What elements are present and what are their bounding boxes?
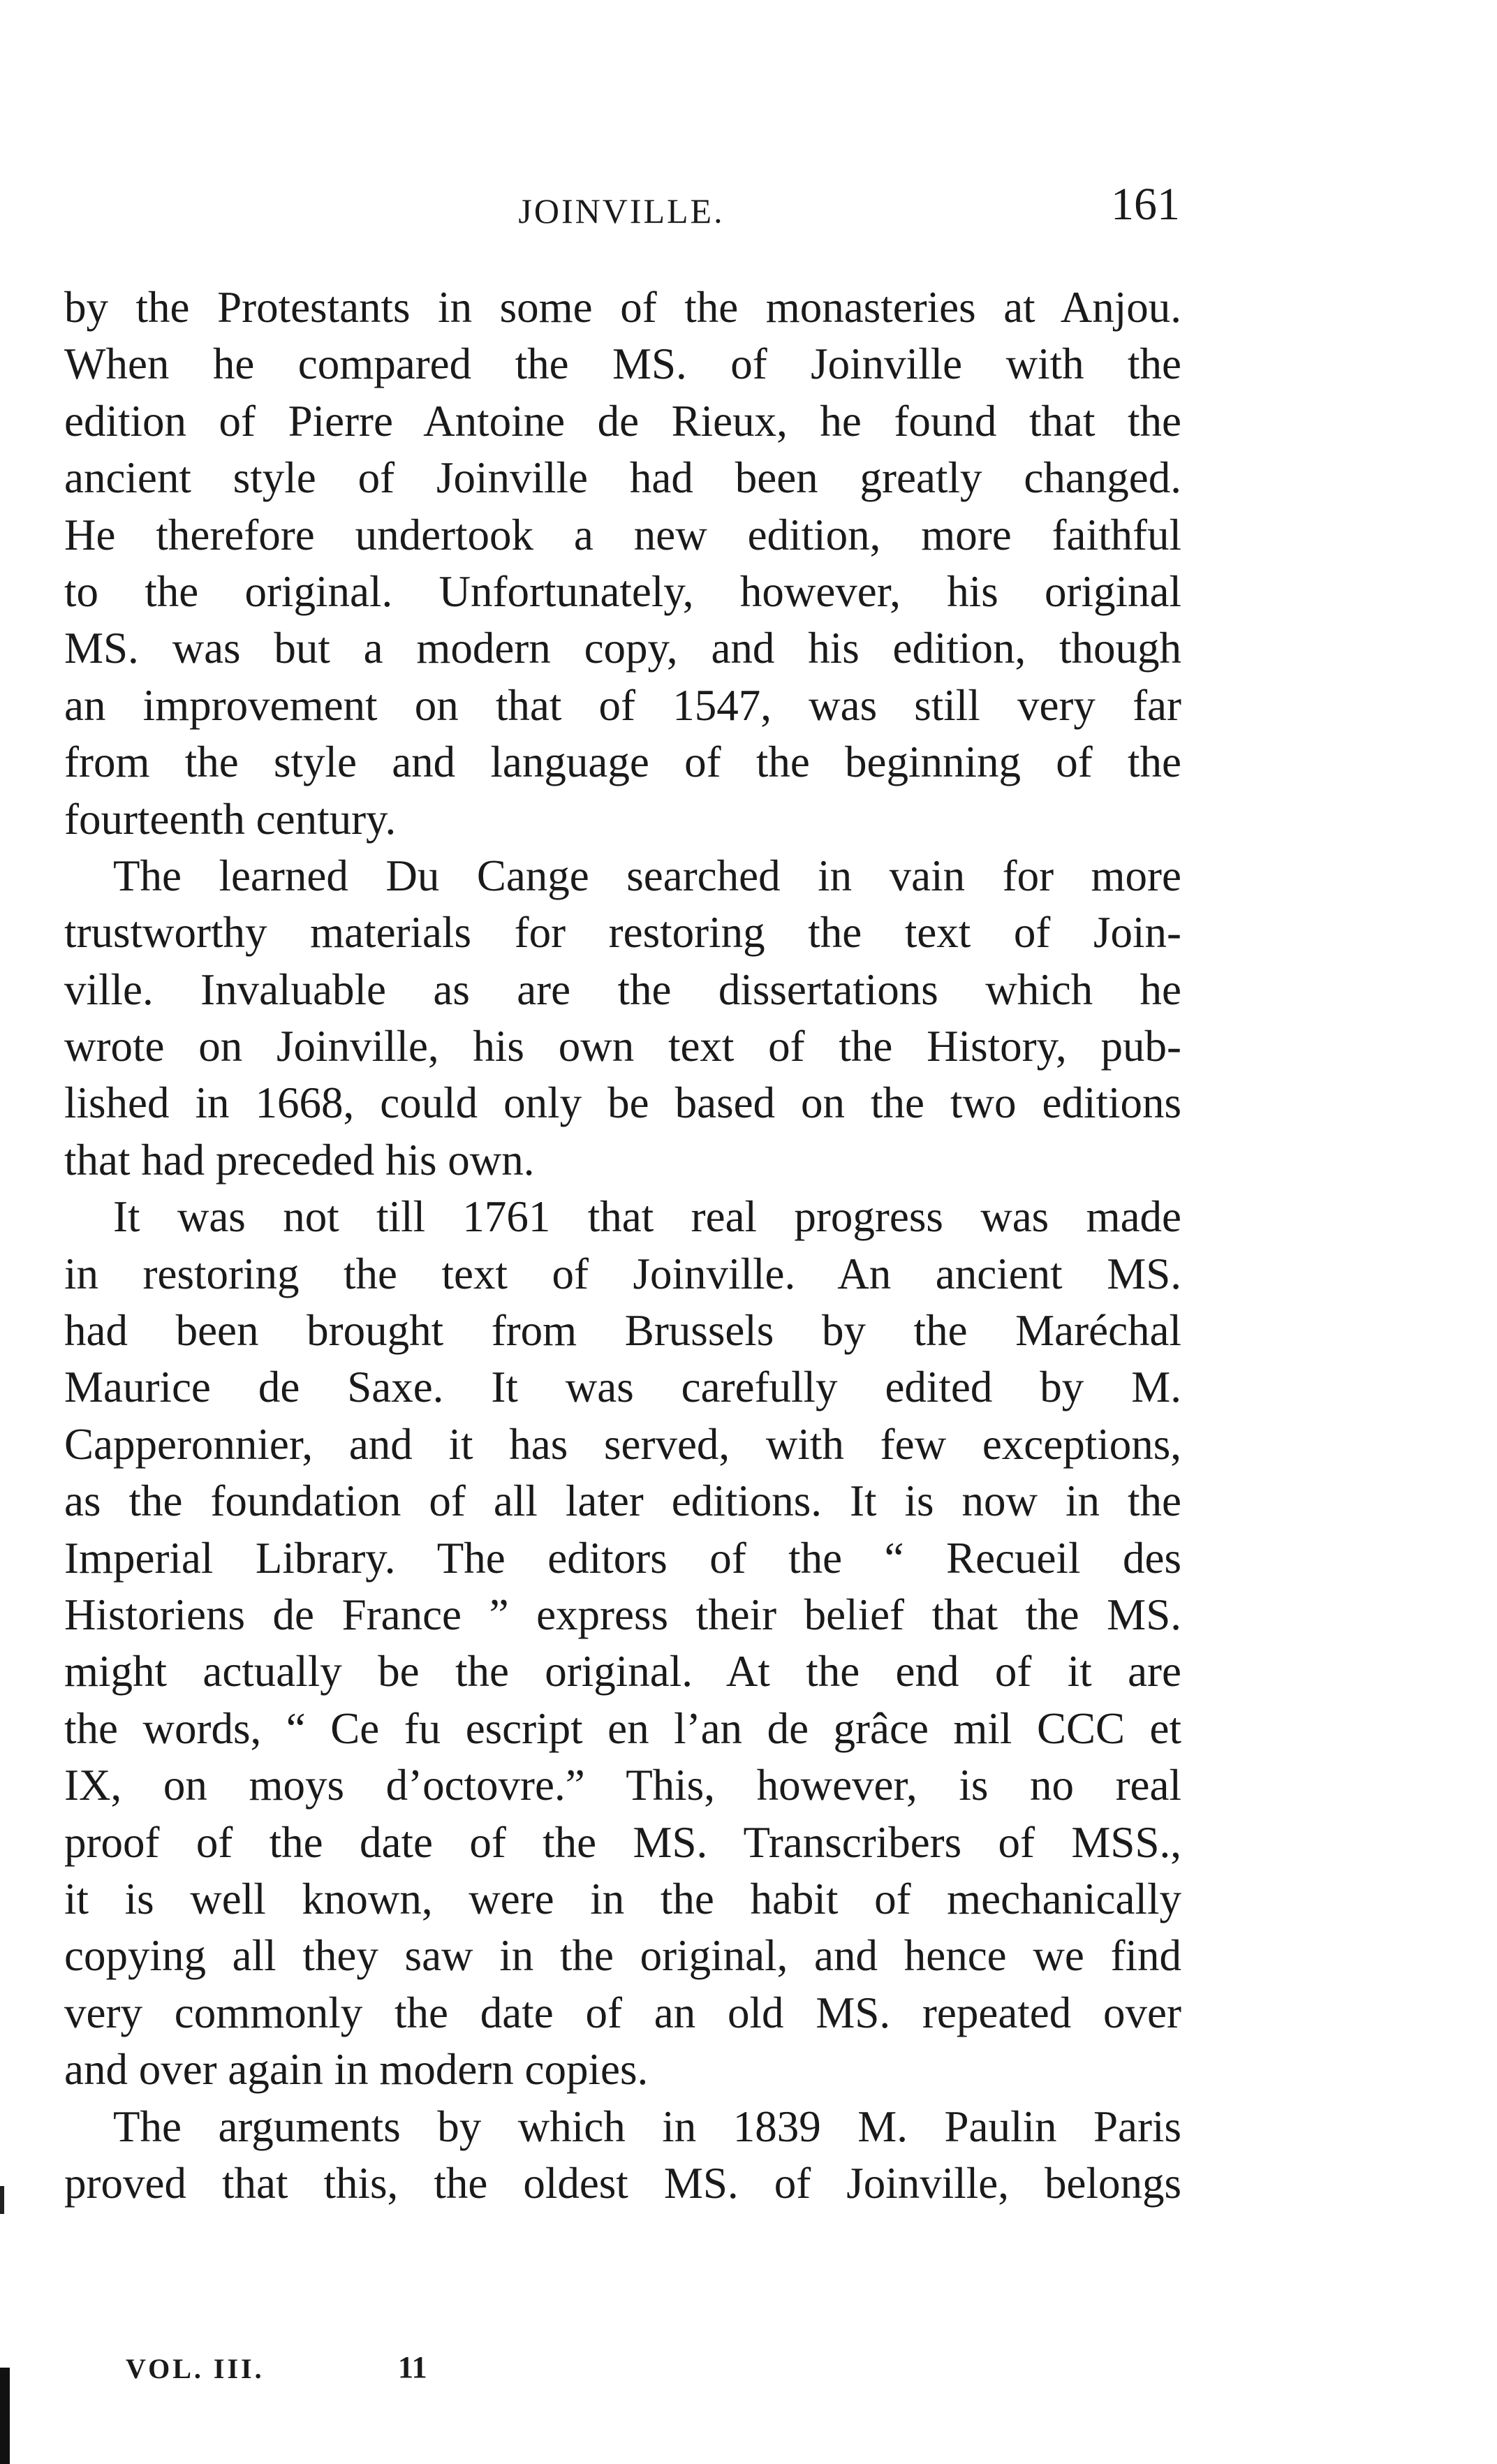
paragraph-4 — [64, 2099, 1181, 2213]
text-line: wrote on Joinville, his own text of the History, pub- — [64, 1022, 1181, 1071]
text-line: an improvement on that of 1547, was still very far — [64, 680, 1181, 730]
page-footer — [105, 2352, 524, 2394]
paragraph-3 — [64, 1189, 1181, 2098]
text-line: edition of Pierre Antoine de Rieux, he found that the — [64, 396, 1181, 446]
text-line: the words, “ Ce fu escript en l’an de grâce mil CCC et — [64, 1703, 1181, 1753]
body-text — [64, 279, 1181, 2212]
text-line: it is well known, were in the habit of mechanically — [64, 1874, 1181, 1923]
text-line: IX, on moys d’octovre.” This, however, is no real — [64, 1761, 1181, 1810]
running-title: JOINVILLE. — [518, 191, 725, 230]
paragraph-2 — [64, 848, 1181, 1189]
text-line: The learned Du Cange searched in vain for more — [113, 851, 1181, 900]
text-line: had been brought from Brussels by the Maréchal — [64, 1306, 1181, 1356]
text-line: that had preceded his own. — [64, 1135, 535, 1185]
binding-edge-mark — [0, 2368, 10, 2464]
text-line: as the foundation of all later editions. It is now in the — [64, 1476, 1181, 1526]
running-head — [63, 178, 1180, 241]
text-line: He therefore undertook a new edition, more faithful — [64, 510, 1181, 559]
text-line: Capperonnier, and it has served, with few exceptions, — [64, 1419, 1181, 1469]
text-line: very commonly the date of an old MS. repeated over — [64, 1988, 1181, 2037]
text-line: might actually be the original. At the end of it are — [64, 1647, 1181, 1696]
text-line: MS. was but a modern copy, and his edition, though — [64, 624, 1181, 673]
text-line: copying all they saw in the original, and hence we find — [64, 1931, 1181, 1981]
scan-edge-mark — [0, 2186, 4, 2214]
text-line: When he compared the MS. of Joinville with the — [64, 339, 1181, 389]
text-line: Imperial Library. The editors of the “ Recueil des — [64, 1533, 1181, 1583]
text-line: fourteenth century. — [64, 794, 397, 844]
text-line: proof of the date of the MS. Transcribers of MSS., — [64, 1817, 1181, 1867]
text-line: from the style and language of the beginning of the — [64, 738, 1181, 787]
text-line: trustworthy materials for restoring the text of Join- — [64, 908, 1181, 958]
text-line: Maurice de Saxe. It was carefully edited by M. — [64, 1363, 1181, 1412]
text-line: Historiens de France ” express their belief that the MS. — [64, 1590, 1181, 1639]
volume-signature: VOL. III. — [126, 2353, 265, 2384]
text-line: lished in 1668, could only be based on the two editions — [64, 1078, 1181, 1128]
text-line: to the original. Unfortunately, however, his original — [64, 566, 1181, 616]
text-line: It was not till 1761 that real progress was made — [113, 1192, 1181, 1242]
paragraph-1 — [64, 279, 1181, 848]
text-line: ville. Invaluable as are the dissertations which he — [64, 965, 1181, 1014]
text-line: in restoring the text of Joinville. An ancient MS. — [64, 1249, 1181, 1298]
text-line: proved that this, the oldest MS. of Joinville, belongs — [64, 2158, 1181, 2208]
page-number: 161 — [1111, 179, 1180, 230]
signature-number: 11 — [398, 2350, 427, 2384]
text-line: ancient style of Joinville had been greatly changed. — [64, 453, 1181, 503]
text-line: The arguments by which in 1839 M. Paulin Paris — [113, 2102, 1181, 2151]
text-line: by the Protestants in some of the monasteries at Anjou. — [64, 283, 1181, 332]
text-line: and over again in modern copies. — [64, 2045, 649, 2095]
